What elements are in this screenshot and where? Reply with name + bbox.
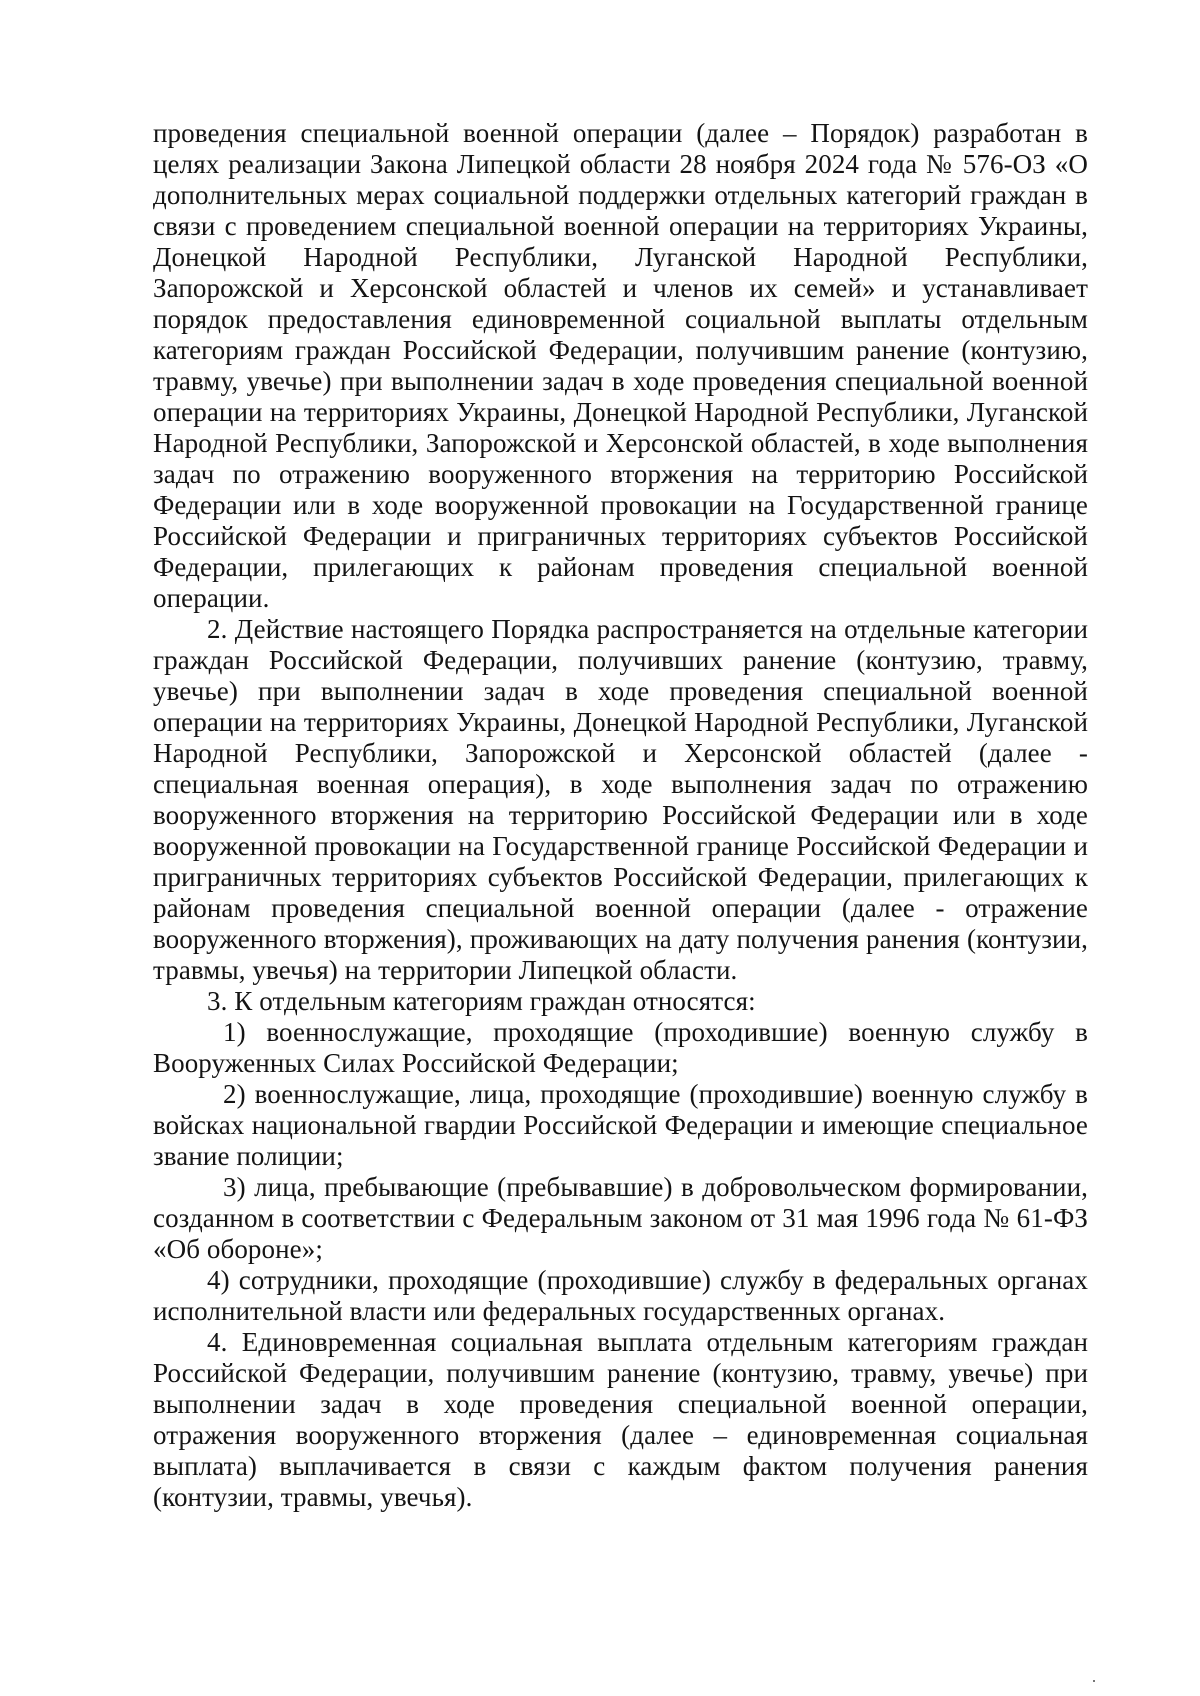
scan-speck bbox=[1093, 1680, 1095, 1682]
paragraph-2: 2. Действие настоящего Порядка распространяется на отдельные категории граждан Российской Федерации, получивших ранение (контузию, травму, увечье) при выполнении задач в ходе проведения специальной военной операции на территориях Украины, Донецкой Народной Республики, Луганской Народной Республики, Запорожской и Херсонской областей (далее - специальная военная операция), в ходе выполнения задач по отражению вооруженного вторжения на территорию Российской Федерации или в ходе вооруженной провокации на Государственной границе Российской Федерации и приграничных территориях субъектов Российской Федерации, прилегающих к районам проведения специальной военной операции (далее - отражение вооруженного вторжения), проживающих на дату получения ранения (контузии, травмы, увечья) на территории Липецкой области. bbox=[153, 614, 1088, 985]
paragraph-4: 4. Единовременная социальная выплата отдельным категориям граждан Российской Федерации, получившим ранение (контузию, травму, увечье) при выполнении задач в ходе проведения специальной военной операции, отражения вооруженного вторжения (далее – единовременная социальная выплата) выплачивается в связи с каждым фактом получения ранения (контузии, травмы, увечья). bbox=[153, 1327, 1088, 1512]
paragraph-3: 3. К отдельным категориям граждан относятся: bbox=[207, 986, 756, 1016]
list-item-3: 3) лица, пребывающие (пребывавшие) в добровольческом формировании, созданном в соответствии с Федеральным законом от 31 мая 1996 года № 61-ФЗ «Об обороне»; bbox=[153, 1172, 1088, 1264]
list-item-4: 4) сотрудники, проходящие (проходившие) службу в федеральных органах исполнительной власти или федеральных государственных органах. bbox=[153, 1265, 1088, 1326]
list-item-1: 1) военнослужащие, проходящие (проходившие) военную службу в Вооруженных Силах Российской Федерации; bbox=[153, 1017, 1088, 1078]
document-body bbox=[153, 118, 1088, 1513]
paragraph-1-continuation: проведения специальной военной операции (далее – Порядок) разработан в целях реализации Закона Липецкой области 28 ноября 2024 года № 576-ОЗ «О дополнительных мерах социальной поддержки отдельных категорий граждан в связи с проведением специальной военной операции на территориях Украины, Донецкой Народной Республики, Луганской Народной Республики, Запорожской и Херсонской областей и членов их семей» и устанавливает порядок предоставления единовременной социальной выплаты отдельным категориям граждан Российской Федерации, получившим ранение (контузию, травму, увечье) при выполнении задач в ходе проведения специальной военной операции на территориях Украины, Донецкой Народной Республики, Луганской Народной Республики, Запорожской и Херсонской областей, в ходе выполнения задач по отражению вооруженного вторжения на территорию Российской Федерации или в ходе вооруженной провокации на Государственной границе Российской Федерации и приграничных территориях субъектов Российской Федерации, прилегающих к районам проведения специальной военной операции. bbox=[153, 118, 1088, 613]
list-item-2: 2) военнослужащие, лица, проходящие (проходившие) военную службу в войсках национальной гвардии Российской Федерации и имеющие специальное звание полиции; bbox=[153, 1079, 1088, 1171]
